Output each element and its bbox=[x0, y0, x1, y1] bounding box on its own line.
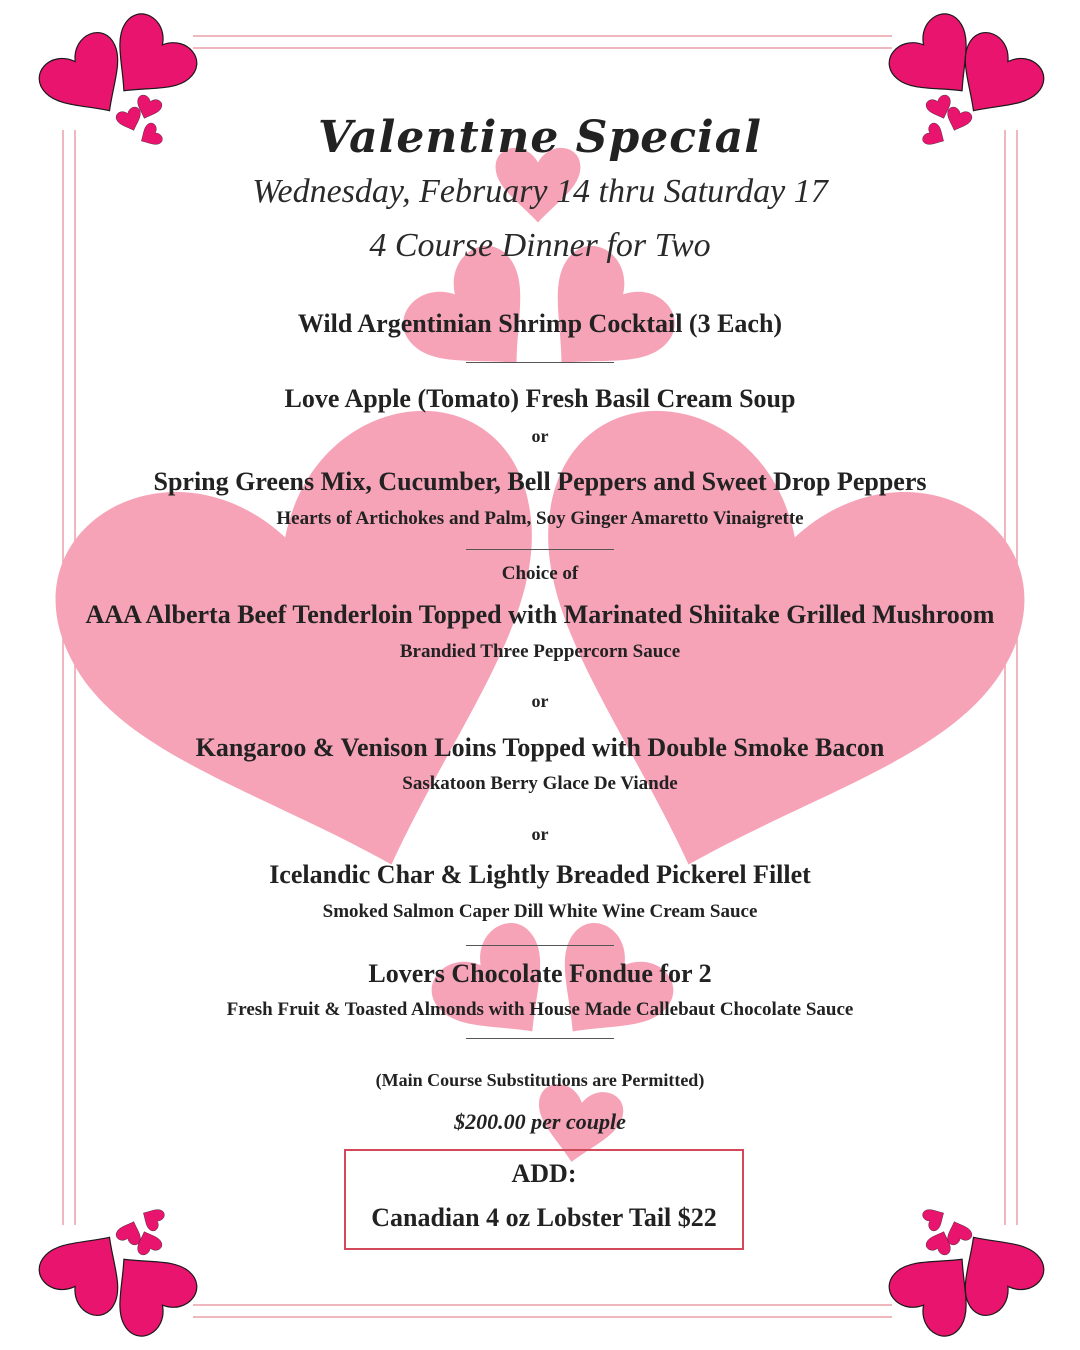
main-item-beef: AAA Alberta Beef Tenderloin Topped with Marinated Shiitake Grilled Mushroom bbox=[85, 600, 995, 629]
main-char-description: Smoked Salmon Caper Dill White Wine Cream Sauce bbox=[322, 901, 758, 922]
salad-item: Spring Greens Mix, Cucumber, Bell Peppers and Sweet Drop Peppers bbox=[153, 467, 927, 496]
main-item-char: Icelandic Char & Lightly Breaded Pickerel Fillet bbox=[269, 860, 811, 889]
section-divider bbox=[466, 1038, 614, 1039]
dinner-subtitle: 4 Course Dinner for Two bbox=[369, 227, 711, 264]
appetizer-item: Wild Argentinian Shrimp Cocktail (3 Each) bbox=[297, 309, 783, 338]
dessert-description: Fresh Fruit & Toasted Almonds with House Made Callebaut Chocolate Sauce bbox=[226, 999, 854, 1020]
salad-description: Hearts of Artichokes and Palm, Soy Ginger Amaretto Vinaigrette bbox=[276, 508, 804, 529]
add-on-box bbox=[344, 1149, 744, 1250]
soup-item: Love Apple (Tomato) Fresh Basil Cream Soup bbox=[284, 384, 796, 413]
main-kangaroo-description: Saskatoon Berry Glace De Viande bbox=[402, 773, 678, 794]
dessert-item: Lovers Chocolate Fondue for 2 bbox=[368, 959, 712, 988]
section-divider bbox=[466, 945, 614, 946]
price-unit: per couple bbox=[531, 1109, 626, 1134]
or-separator: or bbox=[531, 824, 549, 844]
main-beef-description: Brandied Three Peppercorn Sauce bbox=[399, 641, 681, 662]
add-on-item: Canadian 4 oz Lobster Tail $22 bbox=[371, 1203, 717, 1232]
or-separator: or bbox=[531, 691, 549, 711]
date-range: Wednesday, February 14 thru Saturday 17 bbox=[252, 173, 828, 210]
add-label: ADD: bbox=[511, 1159, 577, 1188]
section-divider bbox=[466, 362, 614, 363]
price-amount: $200.00 bbox=[454, 1109, 526, 1134]
price-line bbox=[0, 1109, 1080, 1135]
substitution-note: (Main Course Substitutions are Permitted) bbox=[375, 1070, 705, 1090]
or-separator: or bbox=[531, 426, 549, 446]
choice-label: Choice of bbox=[501, 563, 579, 584]
menu-title: Valentine Special bbox=[318, 112, 762, 163]
section-divider bbox=[466, 549, 614, 550]
main-item-kangaroo: Kangaroo & Venison Loins Topped with Double Smoke Bacon bbox=[195, 733, 885, 762]
